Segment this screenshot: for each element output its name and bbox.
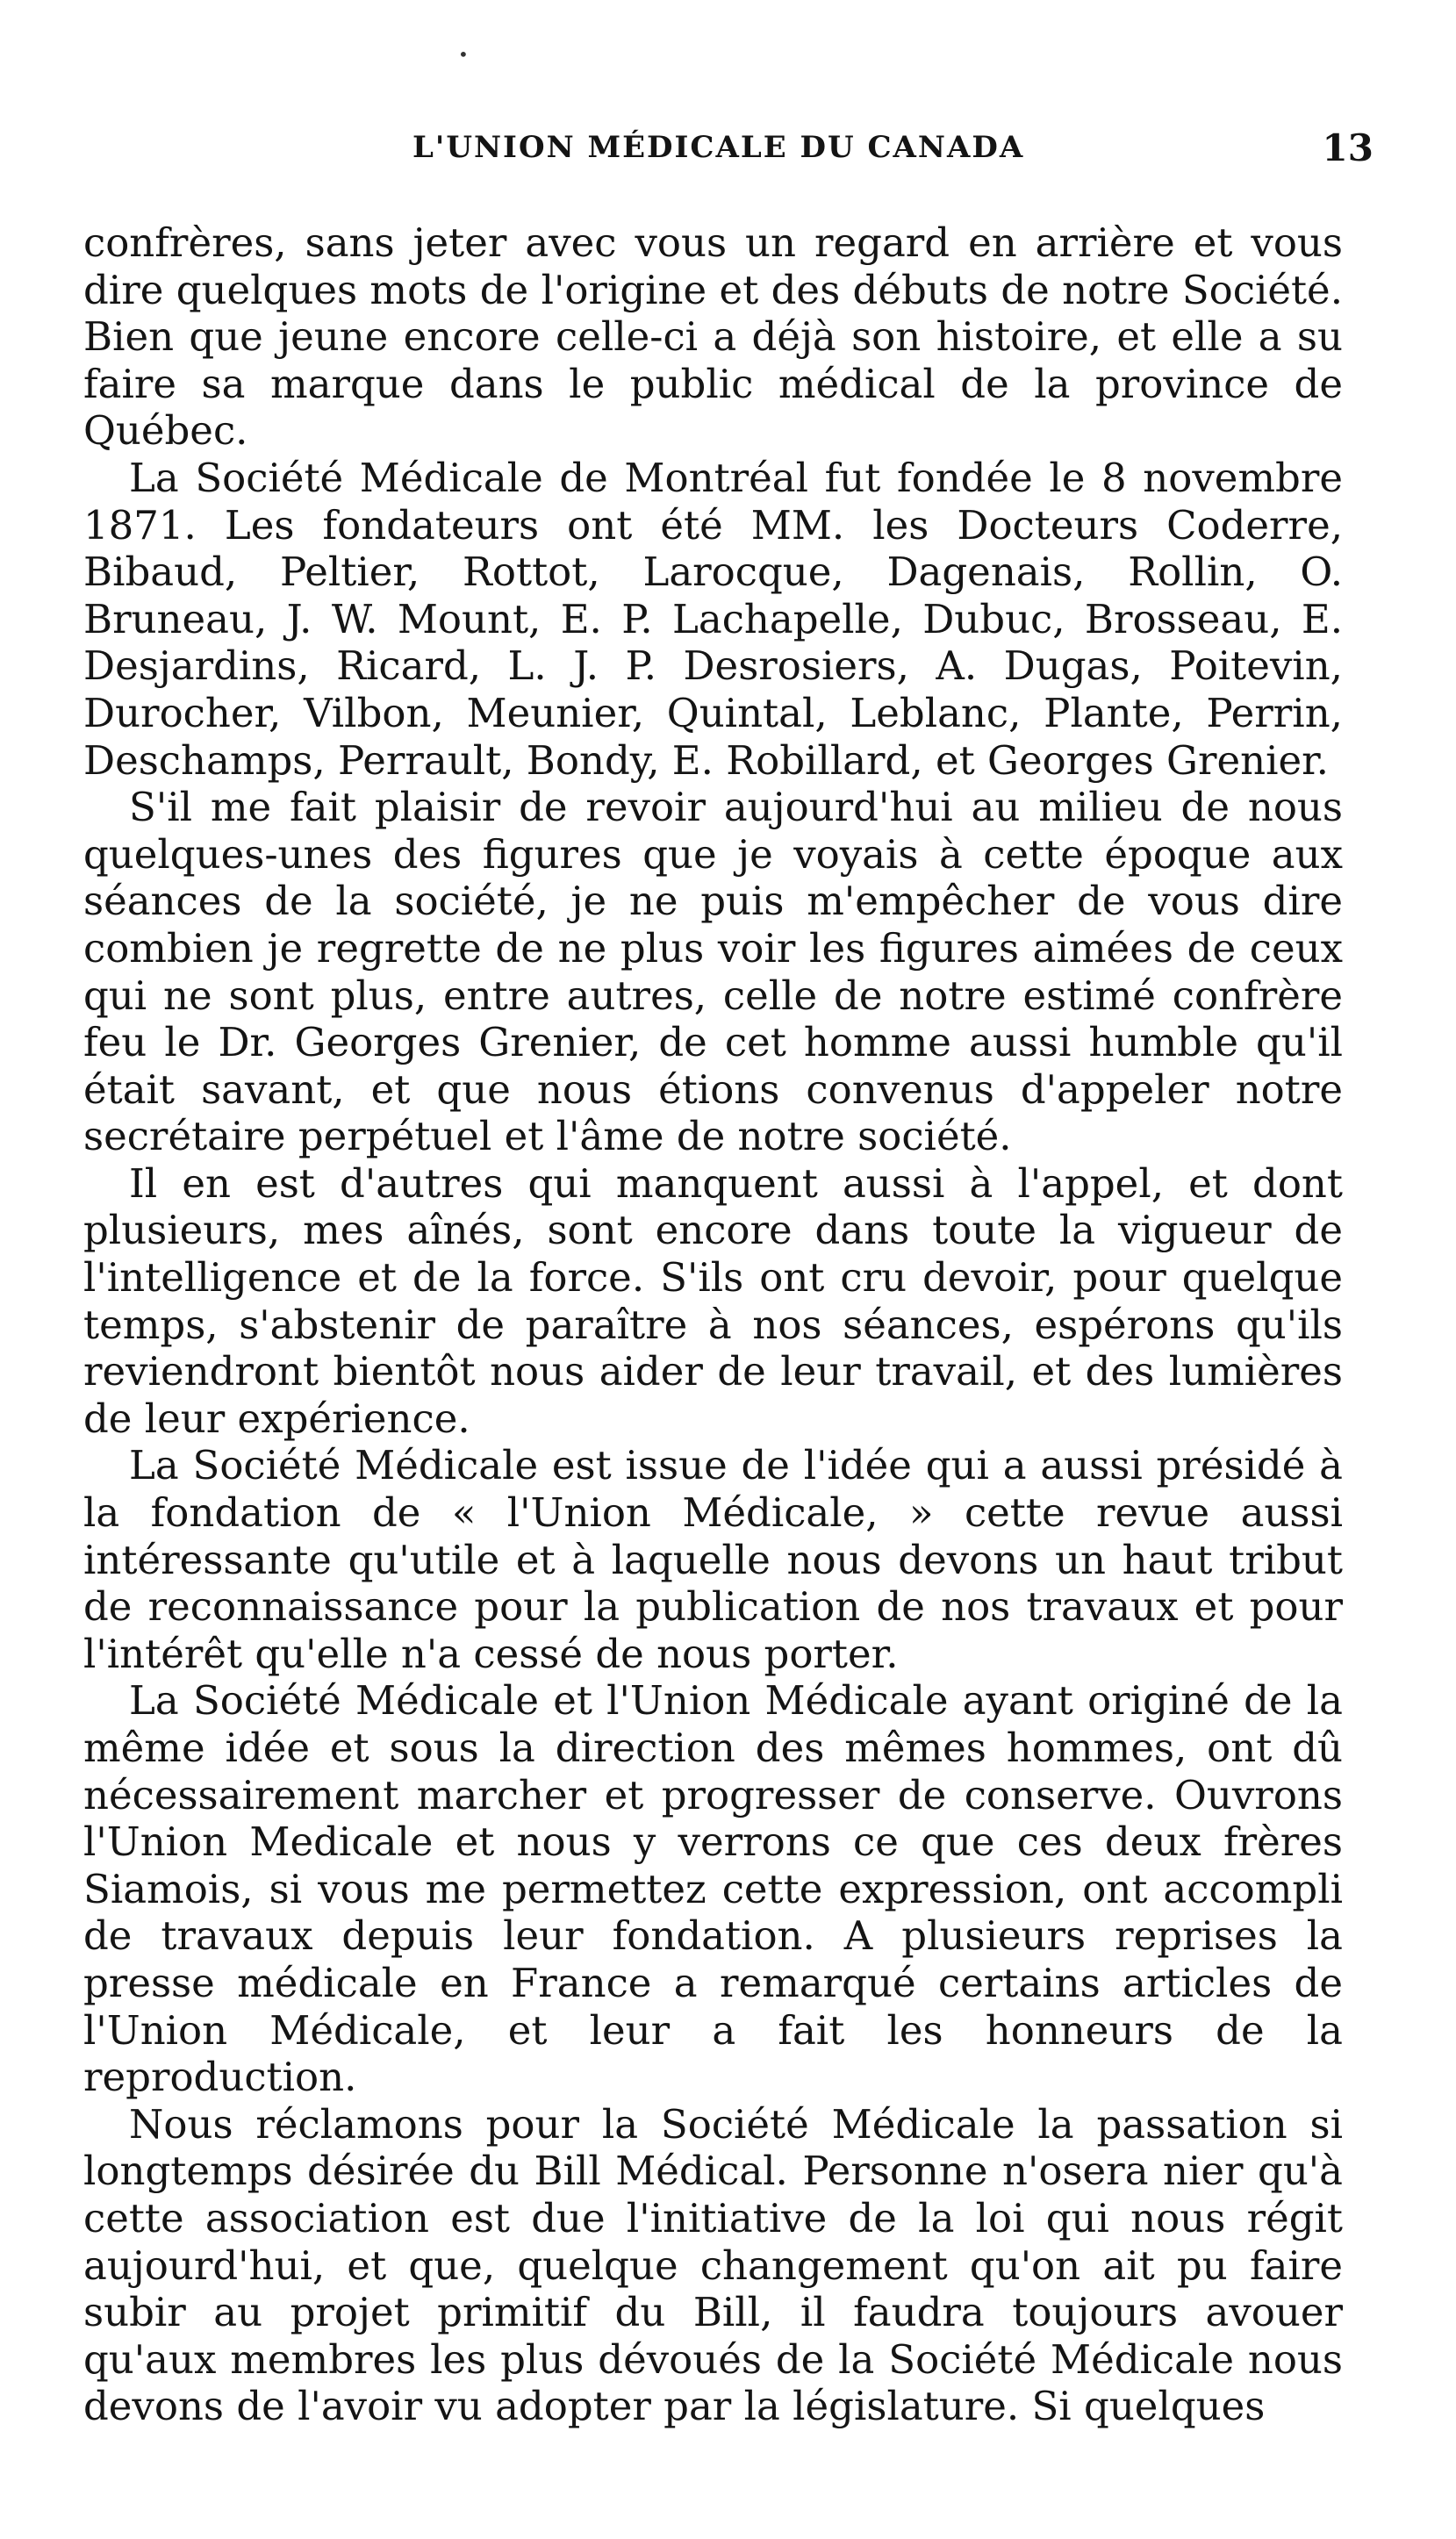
paragraph-3: S'il me fait plaisir de revoir aujourd'hui au milieu de nous quelques-unes des figures que je voyais à cette époque aux séances de la société, je ne puis m'empêcher de vous dire combien je regrette de ne plus voir les figures aimées de ceux qui ne sont plus, entre autres, celle de notre estimé confrère feu le Dr. Georges Grenier, de cet homme aussi humble qu'il était savant, et que nous étions convenus d'appeler notre secrétaire perpétuel et l'âme de notre société. (83, 784, 1343, 1160)
paragraph-6: La Société Médicale et l'Union Médicale ayant originé de la même idée et sous la direction des mêmes hommes, ont dû nécessairement marcher et progresser de conserve. Ouvrons l'Union Medicale et nous y verrons ce que ces deux frères Siamois, si vous me permettez cette expression, ont accompli de travaux depuis leur fondation. A plusieurs reprises la presse médicale en France a remarqué certains articles de l'Union Médicale, et leur a fait les honneurs de la reproduction. (83, 1677, 1343, 2101)
paragraph-4: Il en est d'autres qui manquent aussi à l'appel, et dont plusieurs, mes aînés, sont encore dans toute la vigueur de l'intelligence et de la force. S'ils ont cru devoir, pour quelque temps, s'abstenir de paraître à nos séances, espérons qu'ils reviendront bientôt nous aider de leur travail, et des lumières de leur expérience. (83, 1159, 1343, 1442)
paragraph-5: La Société Médicale est issue de l'idée qui a aussi présidé à la fondation de « l'Union Médicale, » cette revue aussi intéressante qu'utile et à laquelle nous devons un haut tribut de reconnaissance pour la publication de nos travaux et pour l'intérêt qu'elle n'a cessé de nous porter. (83, 1442, 1343, 1677)
running-header (83, 114, 1374, 184)
running-title: L'UNION MÉDICALE DU CANADA (412, 130, 1025, 165)
page-number: 13 (1322, 126, 1374, 169)
body-text (83, 219, 1343, 2430)
paragraph-2: La Société Médicale de Montréal fut fondée le 8 novembre 1871. Les fondateurs ont été MM. les Docteurs Coderre, Bibaud, Peltier, Rottot, Larocque, Dagenais, Rollin, O. Bruneau, J. W. Mount, E. P. Lachapelle, Dubuc, Brosseau, E. Desjardins, Ricard, L. J. P. Desrosiers, A. Dugas, Poitevin, Durocher, Vilbon, Meunier, Quintal, Leblanc, Plante, Perrin, Deschamps, Perrault, Bondy, E. Robillard, et Georges Grenier. (83, 454, 1343, 784)
paragraph-1: confrères, sans jeter avec vous un regard en arrière et vous dire quelques mots de l'origine et des débuts de notre Société. Bien que jeune encore celle-ci a déjà son histoire, et elle a su faire sa marque dans le public médical de la province de Québec. (83, 219, 1343, 455)
page-speck: • (458, 44, 469, 65)
paragraph-7: Nous réclamons pour la Société Médicale la passation si longtemps désirée du Bill Médical. Personne n'osera nier qu'à cette association est due l'initiative de la loi qui nous régit aujourd'hui, et que, quelque changement qu'on ait pu faire subir au projet primitif du Bill, il faudra toujours avouer qu'aux membres les plus dévoués de la Société Médicale nous devons de l'avoir vu adopter par la législature. Si quelques (83, 2100, 1343, 2430)
page (83, 114, 1374, 2430)
